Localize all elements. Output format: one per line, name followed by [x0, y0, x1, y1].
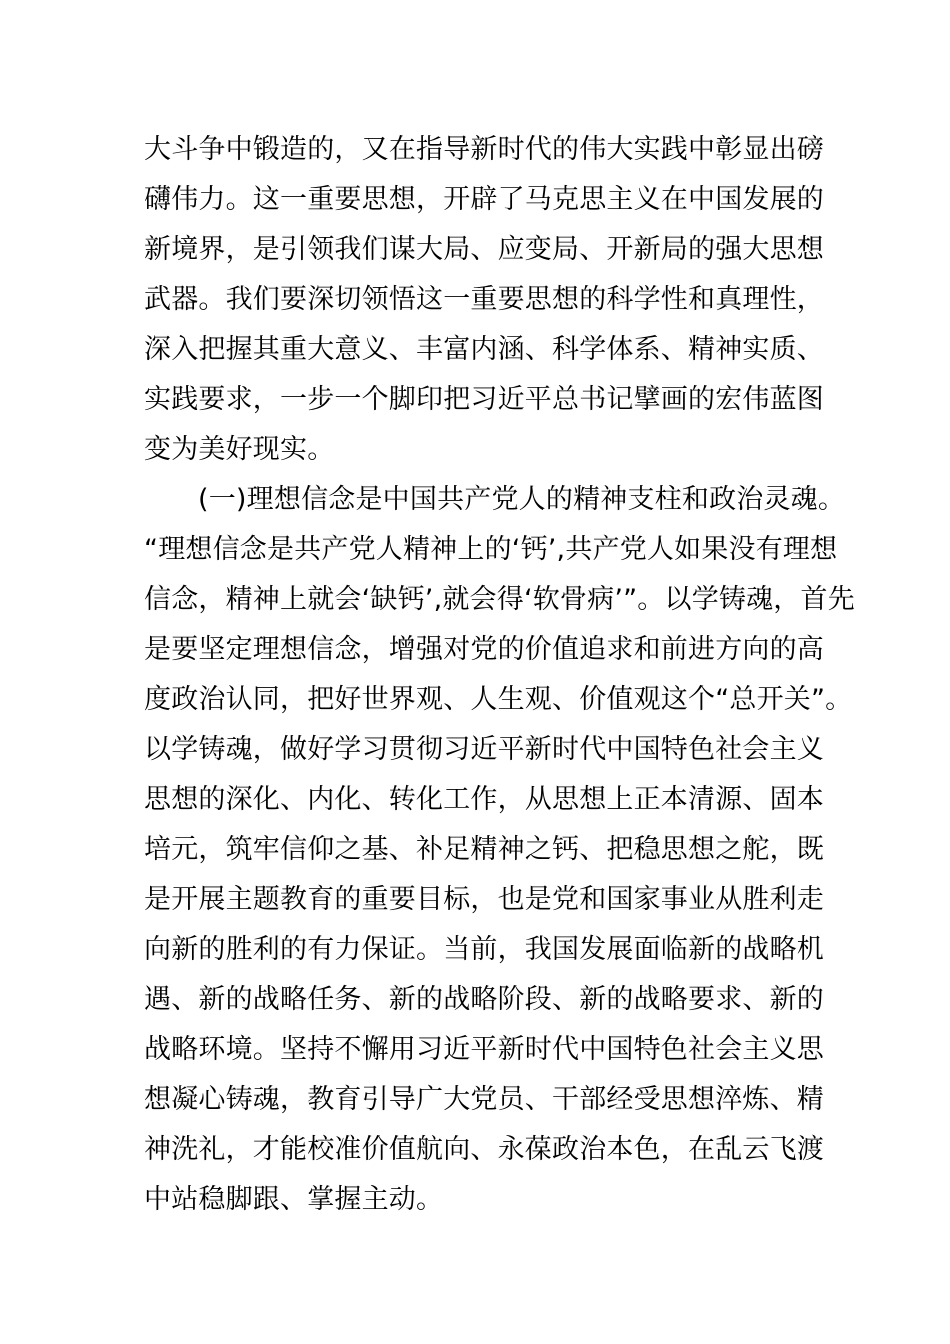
text-line: 新境界，是引领我们谋大局、应变局、开新局的强大思想 — [144, 234, 824, 265]
text-line: 培元，筑牢信仰之基、补足精神之钙、把稳思想之舵，既 — [144, 834, 824, 865]
paragraph-intro — [144, 125, 824, 475]
text-line: 想凝心铸魂，教育引导广大党员、干部经受思想淬炼、精 — [144, 1084, 824, 1115]
text-line: 武器。我们要深切领悟这一重要思想的科学性和真理性， — [144, 284, 824, 315]
text-line: 礴伟力。这一重要思想，开辟了马克思主义在中国发展的 — [144, 184, 824, 215]
text-line: 信念，精神上就会‘缺钙’,就会得‘软骨病’”。以学铸魂，首先 — [144, 584, 855, 615]
text-line: 以学铸魂，做好学习贯彻习近平新时代中国特色社会主义 — [144, 734, 824, 765]
paragraph-section-1 — [144, 475, 855, 1225]
text-line: 神洗礼，才能校准价值航向、永葆政治本色，在乱云飞渡 — [144, 1134, 824, 1165]
text-line: 深入把握其重大意义、丰富内涵、科学体系、精神实质、 — [144, 334, 824, 365]
text-line: 战略环境。坚持不懈用习近平新时代中国特色社会主义思 — [144, 1034, 824, 1065]
text-line: 向新的胜利的有力保证。当前，我国发展面临新的战略机 — [144, 934, 824, 965]
section-heading-line: (一)理想信念是中国共产党人的精神支柱和政治灵魂。 — [198, 484, 846, 515]
text-line: 遇、新的战略任务、新的战略阶段、新的战略要求、新的 — [144, 984, 824, 1015]
text-line: 度政治认同，把好世界观、人生观、价值观这个“总开关”。 — [144, 684, 853, 715]
text-line: 是要坚定理想信念，增强对党的价值追求和前进方向的高 — [144, 634, 824, 665]
text-line: 实践要求，一步一个脚印把习近平总书记擘画的宏伟蓝图 — [144, 384, 824, 415]
text-line: “理想信念是共产党人精神上的‘钙’,共产党人如果没有理想 — [144, 534, 838, 565]
document-body — [144, 125, 855, 1225]
text-line: 大斗争中锻造的，又在指导新时代的伟大实践中彰显出磅 — [144, 134, 824, 165]
text-line: 变为美好现实。 — [144, 434, 335, 465]
text-line: 思想的深化、内化、转化工作，从思想上正本清源、固本 — [144, 784, 824, 815]
text-line: 中站稳脚跟、掌握主动。 — [144, 1184, 444, 1215]
text-line: 是开展主题教育的重要目标，也是党和国家事业从胜利走 — [144, 884, 824, 915]
